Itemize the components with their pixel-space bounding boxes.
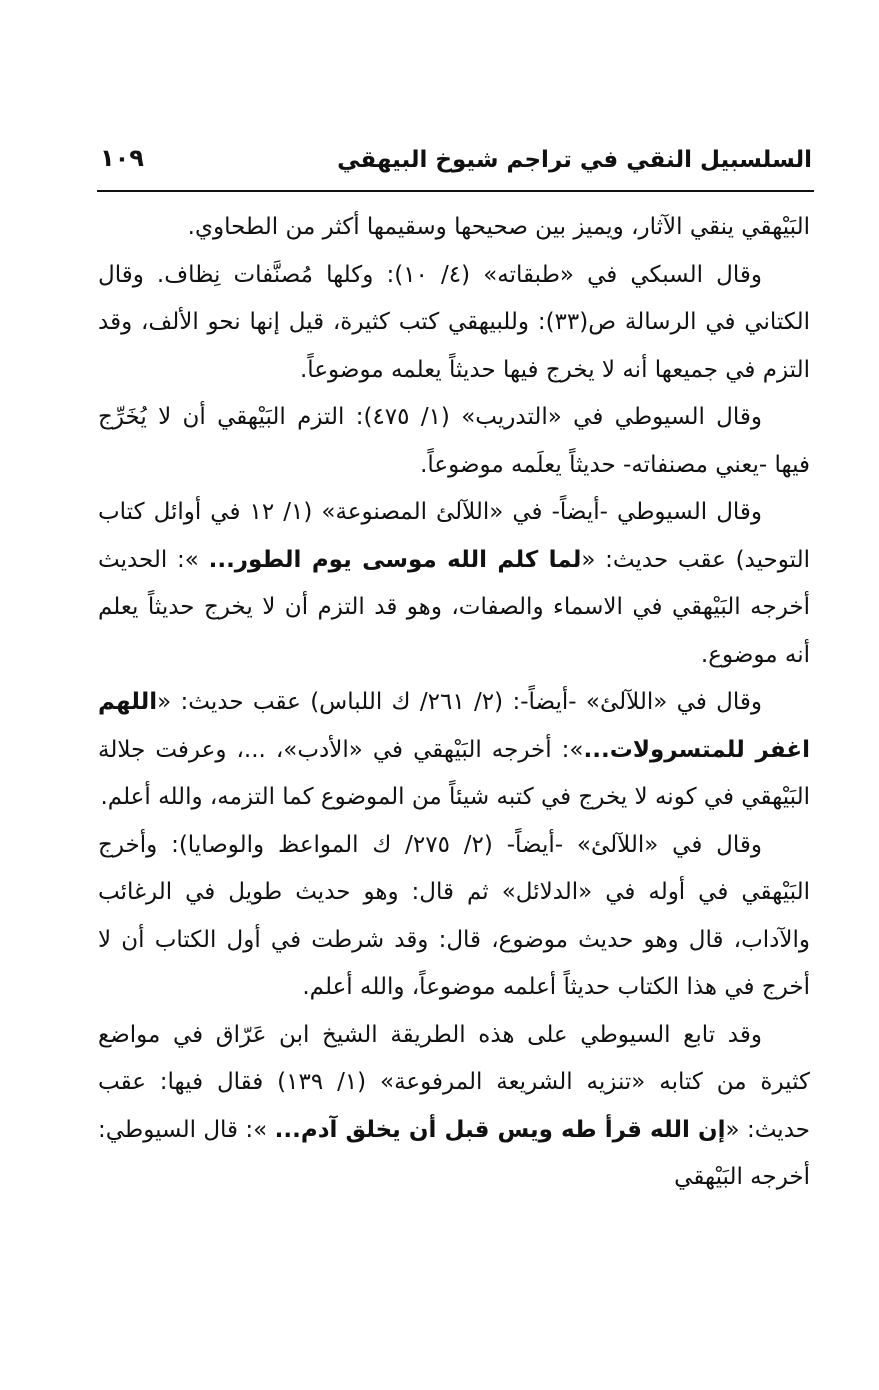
paragraph-3 (98, 394, 810, 489)
paragraph-2 (98, 252, 810, 395)
hadith-quote: اللهم اغفر للمتسرولات... (98, 689, 810, 763)
paragraph-text: وقال في «اللآلئ» -أيضاً- (٢/ ٢٧٥/ ك المواعظ والوصايا): وأخرج البَيْهقي في أوله في «الدلائل» ثم قال: وهو حديث طويل في الرغائب والآداب، قال وهو حديث موضوع، قال: وقد شرطت في أول الكتاب أن لا أخرج في هذا الكتاب حديثاً أعلمه موضوعاً، والله أعلم. (98, 831, 810, 1000)
paragraph-7 (98, 1012, 810, 1202)
body-text (98, 204, 810, 1202)
paragraph-text: وقال السيوطي في «التدريب» (١/ ٤٧٥): التزم البَيْهقي أن لا يُخَرِّج فيها -يعني مصنفاته- حديثاً يعلَمه موضوعاً. (98, 404, 810, 478)
paragraph-text: البَيْهقي ينقي الآثار، ويميز بين صحيحها وسقيمها أكثر من الطحاوي. (187, 214, 810, 240)
paragraph-text: وقال السيوطي -أيضاً- في «اللآلئ المصنوعة» (١/ ١٢ في أوائل كتاب التوحيد) عقب حديث: « (98, 499, 810, 573)
paragraph-text: وقال في «اللآلئ» -أيضاً-: (٢/ ٢٦١/ ك اللباس) عقب حديث: « (157, 689, 762, 715)
paragraph-1 (98, 204, 810, 252)
hadith-quote: لما كلم الله موسى يوم الطور... (208, 546, 582, 573)
paragraph-5 (98, 679, 810, 822)
header-divider (97, 190, 814, 192)
paragraph-6 (98, 822, 810, 1012)
paragraph-text: وقال السبكي في «طبقاته» (٤/ ١٠): وكلها مُصنَّفات نِظاف. وقال الكتاني في الرسالة ص(٣٣): وللبيهقي كتب كثيرة، قيل إنها نحو الألف، وقد التزم في جميعها أنه لا يخرج فيها حديثاً يعلمه موضوعاً. (98, 261, 810, 383)
paragraph-text: وقد تابع السيوطي على هذه الطريقة الشيخ ابن عَرّاق في مواضع كثيرة من كتابه «تنزيه الشريعة المرفوعة» (١/ ١٣٩) فقال فيها: عقب حديث: « (98, 1021, 810, 1143)
paragraph-4 (98, 489, 810, 679)
paragraph-text: »: الحديث أخرجه البَيْهقي في الاسماء والصفات، وهو قد التزم أن لا يخرج حديثاً يعلم أنه موضوع. (98, 546, 810, 668)
hadith-quote: إن الله قرأ طه ويس قبل أن يخلق آدم... (274, 1116, 726, 1143)
paragraph-text: »: قال السيوطي: أخرجه البَيْهقي (98, 1116, 810, 1190)
running-header (100, 140, 812, 188)
paragraph-text: »: أخرجه البَيْهقي في «الأدب»، ...، وعرفت جلالة البَيْهقي في كونه لا يخرج في كتبه شيئاً من الموضوع كما التزمه، والله أعلم. (98, 736, 810, 810)
page-number: ١٠٩ (100, 144, 144, 172)
running-header-title: السلسبيل النقي في تراجم شيوخ البيهقي (337, 147, 812, 173)
